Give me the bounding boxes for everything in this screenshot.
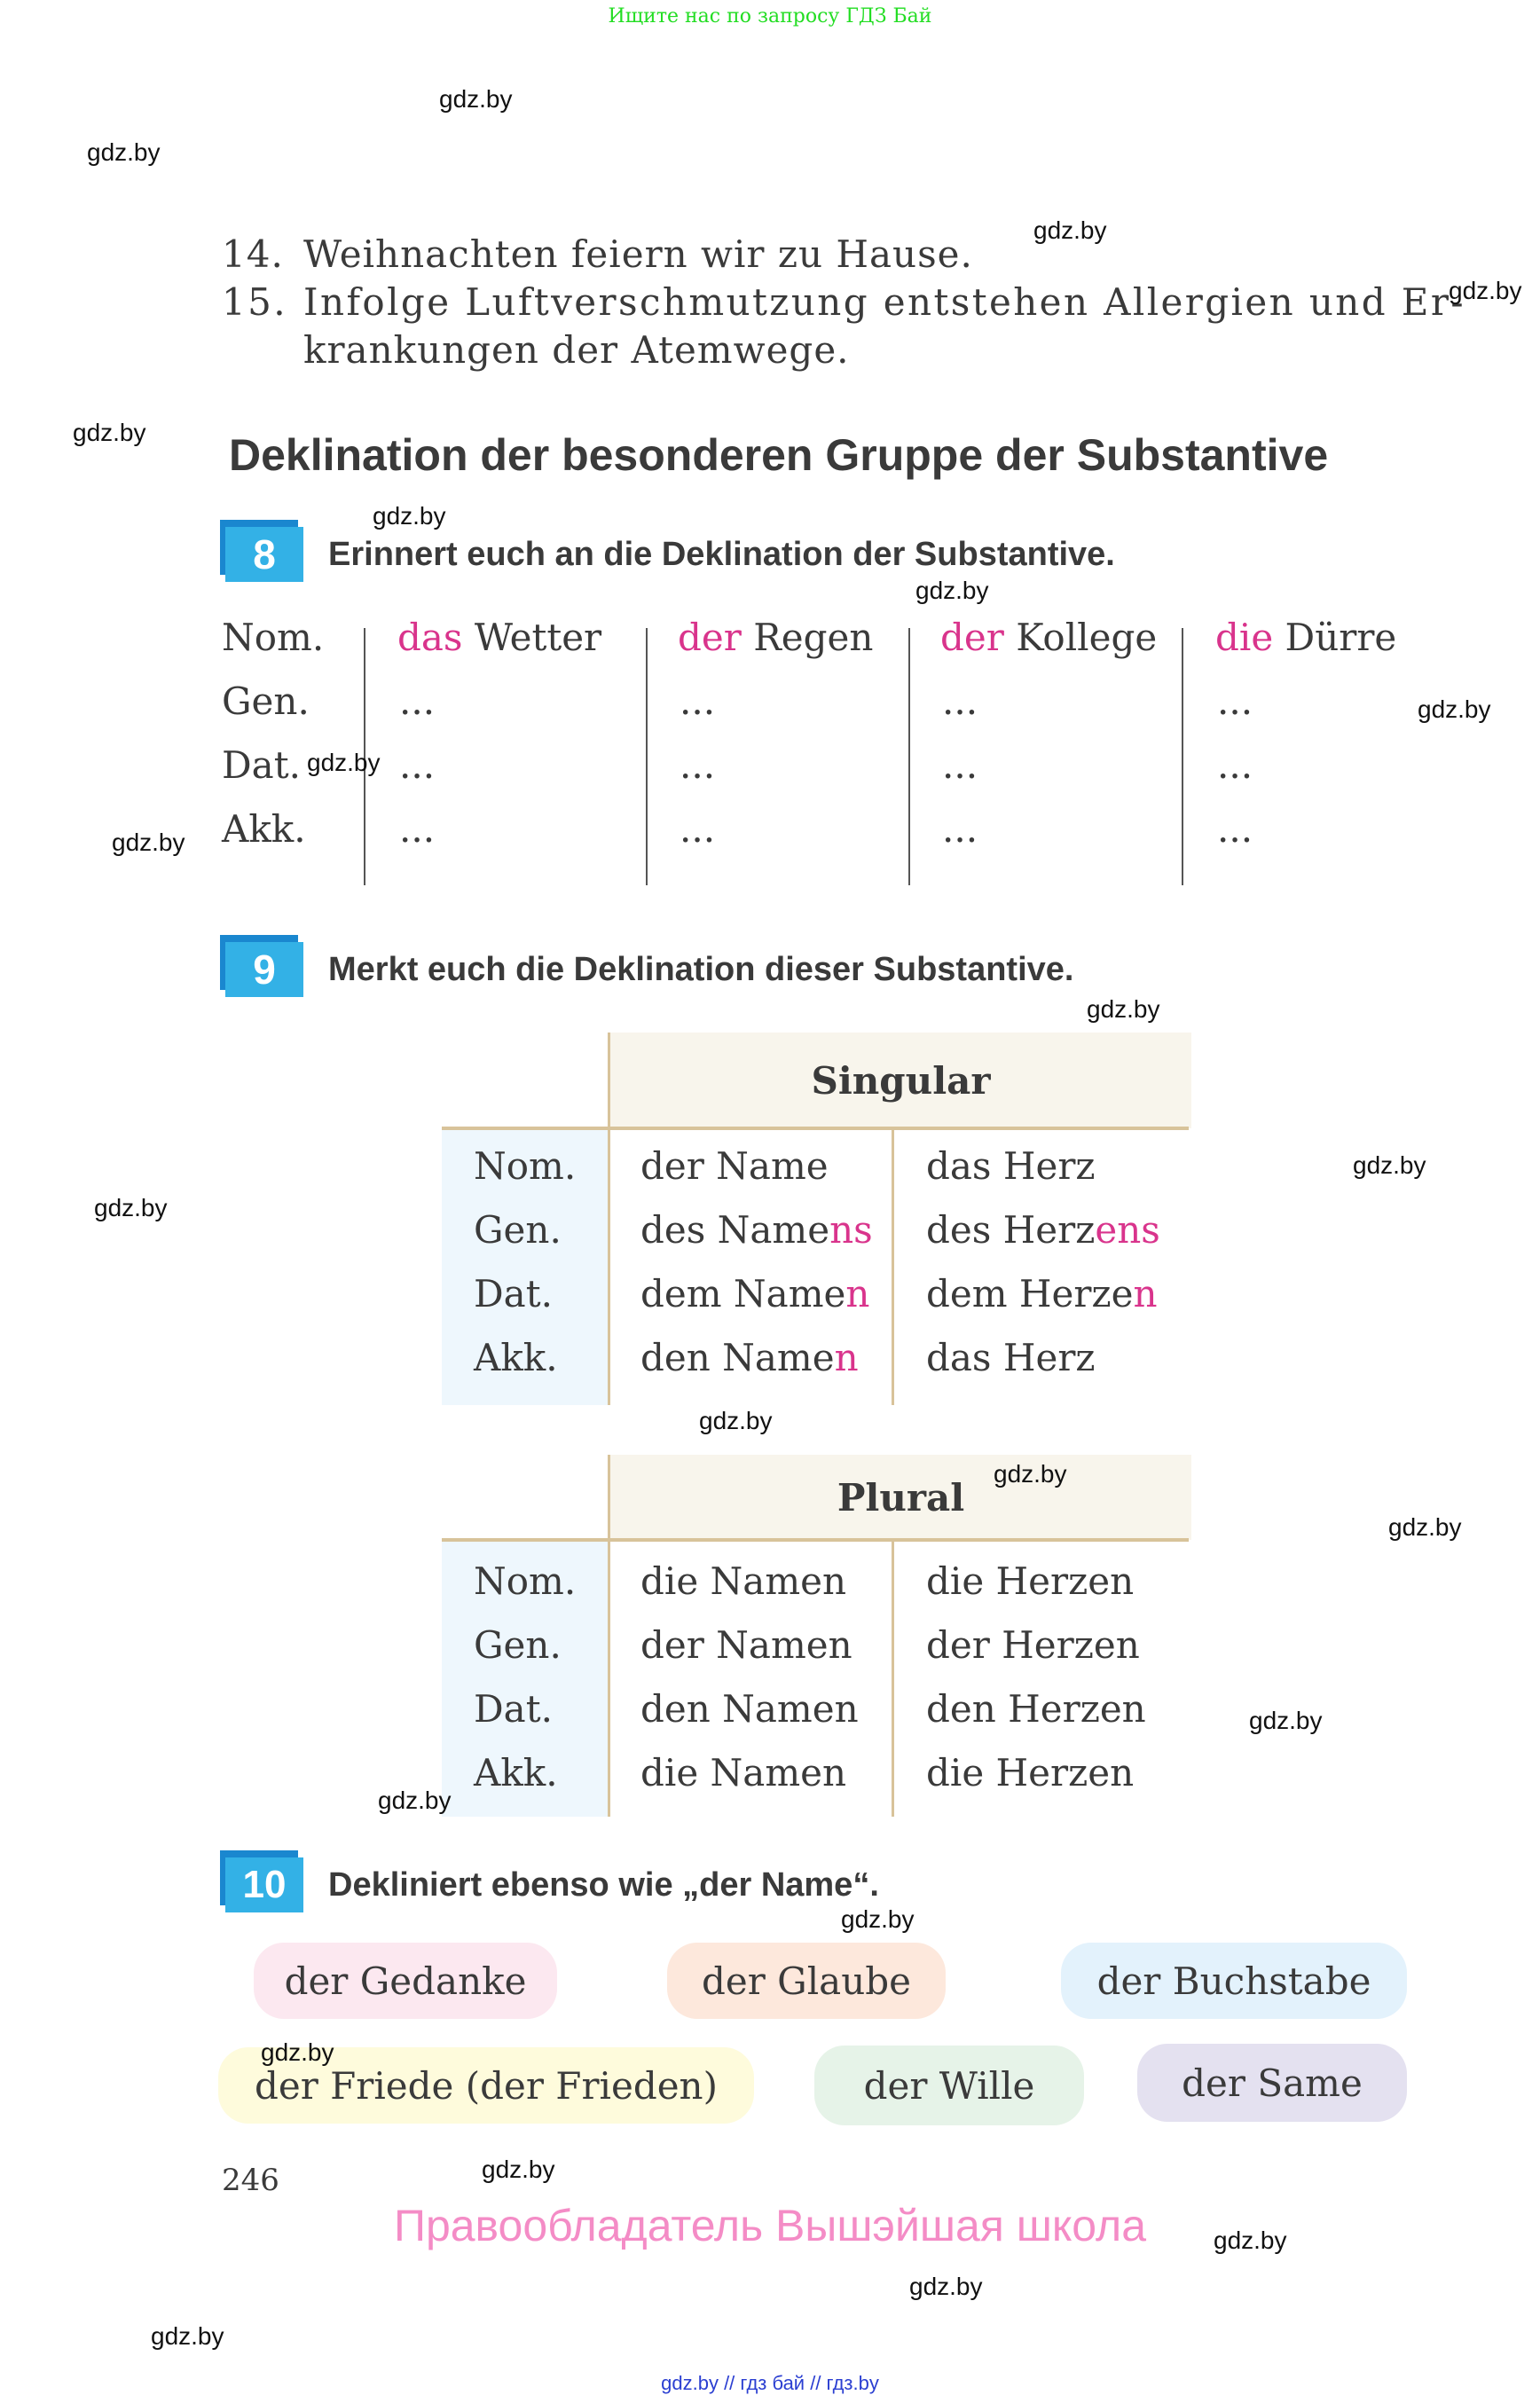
cell-herzen-nom: die Herzen xyxy=(926,1559,1135,1603)
word-chip: der Friede (der Frieden) xyxy=(218,2047,754,2124)
exercise-number: 10 xyxy=(225,1857,303,1912)
cell-name-gen: des Namens xyxy=(640,1208,873,1252)
plural-table xyxy=(442,1455,1189,1818)
cell-namen-akk: die Namen xyxy=(640,1751,847,1794)
plural-header xyxy=(608,1455,1191,1540)
exercise-8-title: Erinnert euch an die Deklination der Substantive. xyxy=(328,536,1115,573)
blank-cell: ... xyxy=(942,807,978,851)
blank-cell: ... xyxy=(942,743,978,787)
cell-namen-gen: der Namen xyxy=(640,1623,852,1667)
watermark-text: gdz.by xyxy=(841,1905,915,1933)
watermark-text: gdz.by xyxy=(439,85,513,113)
blank-cell: ... xyxy=(680,743,716,787)
cell-herzen-dat: den Herzen xyxy=(926,1687,1146,1731)
exercise-9-title: Merkt euch die Deklination dieser Substantive. xyxy=(328,951,1074,988)
exercise-number: 9 xyxy=(225,942,303,997)
case-gen: Gen. xyxy=(474,1623,562,1667)
case-nom: Nom. xyxy=(474,1559,577,1603)
watermark-text: gdz.by xyxy=(112,828,185,856)
cell-herz-akk: das Herz xyxy=(926,1336,1096,1379)
cell-name-dat: dem Namen xyxy=(640,1272,870,1315)
blank-cell: ... xyxy=(399,807,436,851)
watermark-text: gdz.by xyxy=(1353,1151,1426,1179)
watermark-text: gdz.by xyxy=(73,419,146,446)
column-divider xyxy=(646,628,648,885)
word-chip: der Wille xyxy=(814,2046,1084,2125)
noun-das-wetter xyxy=(397,616,601,659)
case-dat: Dat. xyxy=(474,1272,553,1315)
article: der xyxy=(940,616,1004,659)
watermark-text: gdz.by xyxy=(1449,277,1522,304)
watermark-text: gdz.by xyxy=(373,502,446,530)
noun: Regen xyxy=(753,616,874,659)
watermark-text: gdz.by xyxy=(261,2038,334,2066)
case-akk: Akk. xyxy=(222,807,306,851)
blank-cell: ... xyxy=(1217,679,1253,723)
sentence-text: Weihnachten feiern wir zu Hause. xyxy=(303,232,973,276)
blank-cell: ... xyxy=(399,743,436,787)
case-dat: Dat. xyxy=(222,743,301,787)
header-label: Plural xyxy=(837,1475,965,1520)
noun: Kollege xyxy=(1016,616,1158,659)
case-dat: Dat. xyxy=(474,1687,553,1731)
case-nom: Nom. xyxy=(474,1144,577,1188)
sentence-text: Infolge Luftverschmutzung entstehen Allergien und Er- xyxy=(303,280,1465,324)
cell-namen-nom: die Namen xyxy=(640,1559,847,1603)
watermark-text: gdz.by xyxy=(1418,695,1491,723)
noun: Wetter xyxy=(474,616,602,659)
sentence-15-continuation: krankungen der Atemwege. xyxy=(303,328,850,372)
exercise-10-title: Dekliniert ebenso wie „der Name“. xyxy=(328,1866,879,1904)
cell-herz-dat: dem Herzen xyxy=(926,1272,1158,1315)
watermark-text: gdz.by xyxy=(1249,1707,1323,1734)
blank-cell: ... xyxy=(680,807,716,851)
article: der xyxy=(678,616,742,659)
case-nom: Nom. xyxy=(222,616,325,659)
blank-cell: ... xyxy=(1217,807,1253,851)
watermark-text: gdz.by xyxy=(307,749,381,776)
watermark-text: gdz.by xyxy=(1087,995,1160,1023)
watermark-text: gdz.by xyxy=(699,1407,773,1434)
singular-header xyxy=(608,1033,1191,1128)
exercise-10-badge xyxy=(220,1850,302,1912)
column-divider xyxy=(892,1130,894,1405)
blank-cell: ... xyxy=(1217,743,1253,787)
cell-herzen-akk: die Herzen xyxy=(926,1751,1135,1794)
header-label: Singular xyxy=(811,1058,991,1103)
singular-table xyxy=(442,1033,1189,1405)
sentence-number: 14. xyxy=(222,232,284,276)
case-gen: Gen. xyxy=(222,679,310,723)
blank-cell: ... xyxy=(680,679,716,723)
case-akk: Akk. xyxy=(474,1336,558,1379)
watermark-text: gdz.by xyxy=(1388,1513,1462,1541)
watermark-text: gdz.by xyxy=(94,1194,168,1221)
cell-herzen-gen: der Herzen xyxy=(926,1623,1140,1667)
word-chip: der Same xyxy=(1137,2044,1407,2122)
column-divider xyxy=(908,628,910,885)
exercise-8-badge xyxy=(220,520,302,582)
section-title: Deklination der besonderen Gruppe der Substantive xyxy=(229,430,1329,480)
search-banner[interactable]: Ищите нас по запросу ГДЗ Бай xyxy=(608,5,932,27)
footer-links[interactable]: gdz.by // гдз бай // гдз.by xyxy=(661,2372,879,2394)
word-chip: der Gedanke xyxy=(254,1943,557,2019)
word-chip: der Glaube xyxy=(667,1943,946,2019)
cell-namen-dat: den Namen xyxy=(640,1687,859,1731)
column-divider xyxy=(608,1130,610,1405)
watermark-text: gdz.by xyxy=(482,2156,555,2183)
noun: Dürre xyxy=(1285,616,1397,659)
column-divider xyxy=(892,1542,894,1817)
noun-der-regen xyxy=(678,616,873,659)
sentence-number: 15. xyxy=(222,280,287,324)
watermark-text: gdz.by xyxy=(994,1460,1067,1488)
watermark-text: gdz.by xyxy=(378,1787,452,1814)
cell-herz-nom: das Herz xyxy=(926,1144,1096,1188)
article: das xyxy=(397,616,463,659)
watermark-text: gdz.by xyxy=(1214,2226,1287,2254)
exercise-9-badge xyxy=(220,935,302,997)
case-gen: Gen. xyxy=(474,1208,562,1252)
rights-holder: Правообладатель Вышэйшая школа xyxy=(394,2201,1146,2250)
article: die xyxy=(1215,616,1274,659)
cell-name-nom: der Name xyxy=(640,1144,829,1188)
blank-cell: ... xyxy=(942,679,978,723)
watermark-text: gdz.by xyxy=(909,2273,983,2300)
watermark-text: gdz.by xyxy=(1033,216,1107,244)
noun-der-kollege xyxy=(940,616,1157,659)
watermark-text: gdz.by xyxy=(87,138,161,166)
page-number: 246 xyxy=(222,2163,279,2198)
cell-herz-gen: des Herzens xyxy=(926,1208,1160,1252)
word-chip: der Buchstabe xyxy=(1061,1943,1407,2019)
exercise-8-table xyxy=(222,616,1464,887)
blank-cell: ... xyxy=(399,679,436,723)
sentence-14 xyxy=(222,232,973,276)
column-divider xyxy=(608,1542,610,1817)
sentence-15 xyxy=(222,280,1465,324)
case-akk: Akk. xyxy=(474,1751,558,1794)
cell-name-akk: den Namen xyxy=(640,1336,859,1379)
watermark-text: gdz.by xyxy=(915,577,989,604)
watermark-text: gdz.by xyxy=(151,2322,224,2350)
exercise-number: 8 xyxy=(225,527,303,582)
column-divider xyxy=(1182,628,1183,885)
noun-die-duerre xyxy=(1215,616,1396,659)
